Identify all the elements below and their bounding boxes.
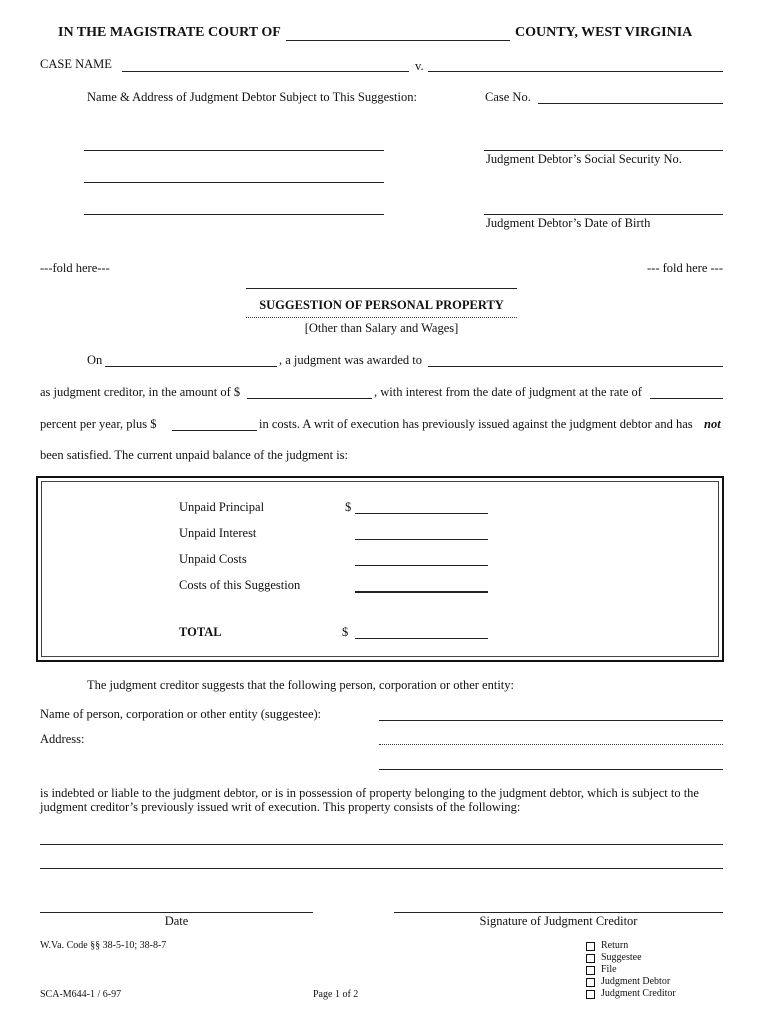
court-suffix: COUNTY, WEST VIRGINIA xyxy=(515,25,693,40)
indebted-text-2: judgment creditor’s previously issued writ of execution. This property consists of the following: xyxy=(40,800,521,814)
dob-label: Judgment Debtor’s Date of Birth xyxy=(486,216,651,230)
satisfied-text: been satisfied. The current unpaid balance of the judgment is: xyxy=(40,448,349,462)
unpaid-principal-label: Unpaid Principal xyxy=(179,500,265,514)
dob-field[interactable] xyxy=(484,214,723,215)
principal-dollar: $ xyxy=(345,500,352,514)
indebted-text-1: is indebted or liable to the judgment debtor, or is in possession of property belonging to the judgment debtor, which is subject to the xyxy=(40,786,699,800)
suggestion-costs-field[interactable] xyxy=(355,591,488,593)
property-line-1[interactable] xyxy=(40,844,723,845)
suggestion-costs-label: Costs of this Suggestion xyxy=(179,578,301,592)
suggestee-name-field[interactable] xyxy=(379,720,723,721)
signature-field[interactable] xyxy=(394,912,723,913)
in-costs-text: in costs. A writ of execution has previously issued against the judgment debtor and has xyxy=(259,417,693,431)
debtor-name-address-label: Name & Address of Judgment Debtor Subject to This Suggestion: xyxy=(87,90,417,104)
case-no-label: Case No. xyxy=(485,90,531,104)
return-checkbox[interactable] xyxy=(586,942,595,951)
judgment-creditor-label: Judgment Creditor xyxy=(601,988,676,999)
fold-right: --- fold here --- xyxy=(647,261,723,275)
interest-rate-field[interactable] xyxy=(650,398,723,399)
creditor-name-field[interactable] xyxy=(428,366,723,367)
judgment-awarded-text: , a judgment was awarded to xyxy=(279,353,423,367)
balance-box-inner xyxy=(41,481,719,657)
property-line-2[interactable] xyxy=(40,868,723,869)
form-subtitle: [Other than Salary and Wages] xyxy=(304,321,459,335)
judgment-creditor-checkbox[interactable] xyxy=(586,990,595,999)
suggestee-address-line-2[interactable] xyxy=(379,769,723,770)
case-name-label: CASE NAME xyxy=(40,57,112,71)
percent-plus-text: percent per year, plus $ xyxy=(40,417,157,431)
page-number: Page 1 of 2 xyxy=(313,989,359,1000)
suggestee-intro: The judgment creditor suggests that the following person, corporation or other entity: xyxy=(87,678,514,692)
suggestee-address-label: Address: xyxy=(40,732,85,746)
return-label: Return xyxy=(601,940,629,951)
county-field[interactable] xyxy=(286,40,510,41)
not-emphasis: not xyxy=(704,417,721,431)
unpaid-costs-label: Unpaid Costs xyxy=(179,552,247,566)
ssn-field[interactable] xyxy=(484,150,723,151)
unpaid-interest-field[interactable] xyxy=(355,539,488,540)
debtor-address-line-1[interactable] xyxy=(84,150,384,151)
suggestee-address-line-1[interactable] xyxy=(379,744,723,745)
suggestee-checkbox[interactable] xyxy=(586,954,595,963)
file-label: File xyxy=(601,964,617,975)
costs-field[interactable] xyxy=(172,430,257,431)
amount-field[interactable] xyxy=(247,398,372,399)
form-title: SUGGESTION OF PERSONAL PROPERTY xyxy=(259,298,504,312)
versus-label: v. xyxy=(415,59,424,73)
title-rule-top xyxy=(246,288,517,289)
unpaid-interest-label: Unpaid Interest xyxy=(179,526,257,540)
interest-text: , with interest from the date of judgment at the rate of xyxy=(374,385,642,399)
suggestee-name-label: Name of person, corporation or other entity (suggestee): xyxy=(40,707,322,721)
date-field[interactable] xyxy=(40,912,313,913)
form-id: SCA-M644-1 / 6-97 xyxy=(40,989,122,1000)
total-field[interactable] xyxy=(355,638,488,639)
judgment-debtor-checkbox[interactable] xyxy=(586,978,595,987)
suggestee-copy-label: Suggestee xyxy=(601,952,642,963)
title-rule-bottom xyxy=(246,317,517,318)
date-label: Date xyxy=(164,914,189,928)
defendant-field[interactable] xyxy=(428,71,723,72)
on-label: On xyxy=(87,353,103,367)
judgment-date-field[interactable] xyxy=(105,366,277,367)
amount-label: as judgment creditor, in the amount of $ xyxy=(40,385,241,399)
plaintiff-field[interactable] xyxy=(122,71,409,72)
total-dollar: $ xyxy=(342,625,349,639)
case-no-field[interactable] xyxy=(538,103,723,104)
judgment-debtor-label: Judgment Debtor xyxy=(601,976,671,987)
unpaid-costs-field[interactable] xyxy=(355,565,488,566)
file-checkbox[interactable] xyxy=(586,966,595,975)
court-prefix: IN THE MAGISTRATE COURT OF xyxy=(58,25,281,40)
debtor-address-line-3[interactable] xyxy=(84,214,384,215)
fold-left: ---fold here--- xyxy=(40,261,110,275)
debtor-address-line-2[interactable] xyxy=(84,182,384,183)
signature-label: Signature of Judgment Creditor xyxy=(479,914,638,928)
unpaid-principal-field[interactable] xyxy=(355,513,488,514)
total-label: TOTAL xyxy=(179,625,222,639)
ssn-label: Judgment Debtor’s Social Security No. xyxy=(486,152,682,166)
statute-reference: W.Va. Code §§ 38-5-10; 38-8-7 xyxy=(40,940,167,951)
